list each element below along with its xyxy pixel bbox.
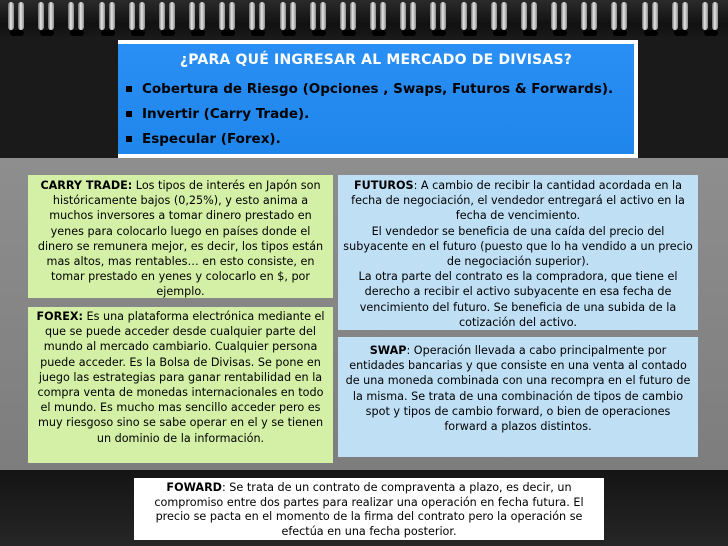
background-dark-right — [638, 40, 728, 158]
binder-ring-icon — [398, 0, 420, 36]
forex-text: Es una plataforma electrónica mediante el que se puede acceder desde cualquier parte del mundo al mercado cambiario. Cualquier persona puede acceder. Es la Bolsa de Divisas. Se pone en juego las estrategias para ganar rentabilidad en la compra venta de monedas internacionales en todo el mundo. Es mucho mas sencillo acceder pero es muy riesgoso sino se sabe operar en el y se tienen un dominio de la información. — [37, 310, 325, 445]
background-dark-left — [0, 40, 118, 158]
foward-term: FOWARD — [166, 481, 222, 494]
binder-ring-icon — [640, 0, 662, 36]
swap-term: SWAP — [369, 344, 407, 357]
binder-ring-icon — [97, 0, 119, 36]
list-item — [126, 101, 613, 126]
binder-ring-icon — [338, 0, 360, 36]
binder-rings — [6, 0, 722, 36]
foward-text: : Se trata de un contrato de compraventa a plazo, es decir, un compromiso entre dos partes para realizar una operación en fecha futura. El precio se pacta en el momento de la firma del contrato pero la operación se efectúa en una fecha posterior. — [154, 481, 584, 538]
list-item-label: Especular (Forex). — [142, 130, 281, 147]
futuros-term: FUTUROS — [353, 179, 414, 192]
binder-ring-icon — [609, 0, 631, 36]
bullet-list — [126, 76, 613, 151]
list-item — [126, 76, 613, 101]
binder-ring-icon — [6, 0, 28, 36]
binder-ring-icon — [308, 0, 330, 36]
list-item — [126, 126, 613, 151]
binder-ring-icon — [278, 0, 300, 36]
header-box — [118, 44, 634, 154]
square-bullet-icon — [126, 86, 132, 92]
binder-ring-icon — [187, 0, 209, 36]
page-title: ¿PARA QUÉ INGRESAR AL MERCADO DE DIVISAS? — [179, 52, 573, 68]
square-bullet-icon — [126, 136, 132, 142]
futuros-paragraph-3: La otra parte del contrato es la compradora, que tiene el derecho a recibir el activo subyacente en esa fecha de vencimiento del futuro. Se beneficia de una subida de la cotización del activo. — [358, 270, 678, 329]
binder-ring-icon — [66, 0, 88, 36]
binder-ring-icon — [549, 0, 571, 36]
binder-ring-icon — [36, 0, 58, 36]
list-item-label: Invertir (Carry Trade). — [142, 105, 310, 122]
list-item-label: Cobertura de Riesgo (Opciones , Swaps, Futuros & Forwards). — [142, 80, 614, 97]
carry-trade-term: CARRY TRADE: — [40, 179, 133, 192]
futuros-paragraph — [342, 178, 694, 224]
binder-ring-icon — [127, 0, 149, 36]
binder-ring-icon — [217, 0, 239, 36]
binder-ring-icon — [579, 0, 601, 36]
binder-ring-icon — [670, 0, 692, 36]
futuros-paragraph-2: El vendedor se beneficia de una caída del precio del subyacente en el futuro (puesto que lo ha vendido a un precio de negociación superior). — [343, 224, 693, 269]
binder-ring-icon — [157, 0, 179, 36]
futuros-box — [338, 175, 698, 330]
binder-ring-icon — [489, 0, 511, 36]
swap-text: : Operación llevada a cabo principalmente por entidades bancarias y que consiste en una venta al contado de una moneda combinada con una recompra en el futuro de la misma. Se trata de una combinación de tipos de cambio spot y tipos de cambio forward, o bien de operaciones forward a plazos distintos. — [345, 344, 691, 434]
futuros-text: : A cambio de recibir la cantidad acordada en la fecha de negociación, el vendedor entregará el activo en la fecha de vencimiento. — [351, 179, 685, 223]
carry-trade-box — [28, 175, 333, 298]
binder-strip — [0, 0, 728, 40]
binder-ring-icon — [700, 0, 722, 36]
binder-ring-icon — [368, 0, 390, 36]
binder-ring-icon — [247, 0, 269, 36]
square-bullet-icon — [126, 111, 132, 117]
carry-trade-text: Los tipos de interés en Japón son históricamente bajos (0,25%), y esto anima a muchos inversores a tomar dinero prestado en yenes para colocarlo luego en países donde el dinero se remunera mejor, es decir, los tipos están mas altos, mas rentables… en esto consiste, en tomar prestado en yenes y colocarlo en $, por ejemplo. — [37, 179, 324, 299]
binder-ring-icon — [428, 0, 450, 36]
swap-box — [338, 337, 698, 457]
forex-box — [28, 307, 333, 463]
binder-ring-icon — [459, 0, 481, 36]
foward-box — [134, 478, 604, 540]
binder-ring-icon — [519, 0, 541, 36]
forex-term: FOREX: — [36, 310, 83, 323]
